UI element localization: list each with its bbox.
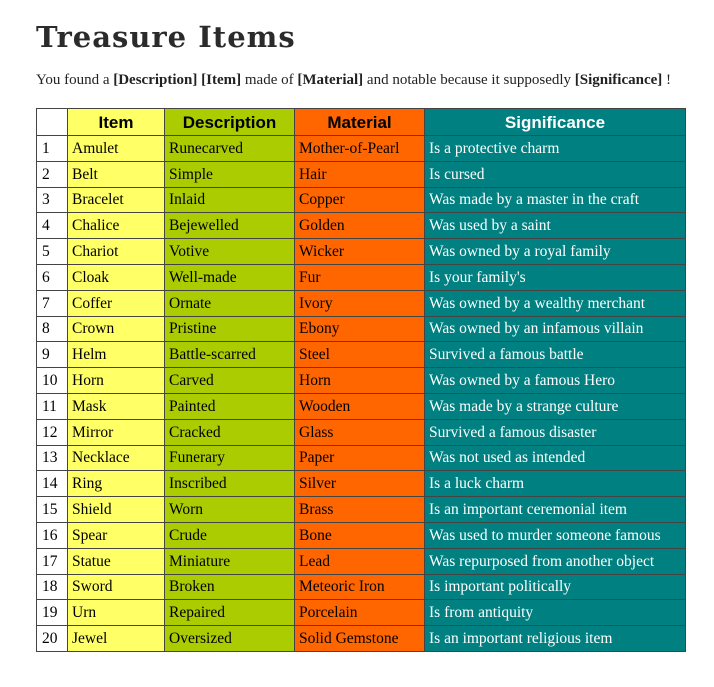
table-row xyxy=(37,342,686,368)
row-number: 4 xyxy=(37,213,68,239)
description-cell: Runecarved xyxy=(165,136,295,162)
description-cell: Broken xyxy=(165,574,295,600)
material-cell: Copper xyxy=(295,187,425,213)
significance-cell: Is from antiquity xyxy=(425,600,686,626)
item-cell: Sword xyxy=(68,574,165,600)
description-cell: Worn xyxy=(165,497,295,523)
item-cell: Amulet xyxy=(68,136,165,162)
row-number: 5 xyxy=(37,239,68,265)
table-row xyxy=(37,136,686,162)
description-cell: Painted xyxy=(165,393,295,419)
item-cell: Chariot xyxy=(68,239,165,265)
table-row xyxy=(37,161,686,187)
material-cell: Meteoric Iron xyxy=(295,574,425,600)
material-cell: Hair xyxy=(295,161,425,187)
material-cell: Paper xyxy=(295,445,425,471)
table-row xyxy=(37,290,686,316)
description-cell: Oversized xyxy=(165,626,295,652)
significance-cell: Is cursed xyxy=(425,161,686,187)
intro-part: made of xyxy=(241,72,298,88)
item-cell: Spear xyxy=(68,522,165,548)
description-cell: Inscribed xyxy=(165,471,295,497)
row-number: 6 xyxy=(37,264,68,290)
table-row xyxy=(37,239,686,265)
description-cell: Pristine xyxy=(165,316,295,342)
material-cell: Solid Gemstone xyxy=(295,626,425,652)
row-number: 17 xyxy=(37,548,68,574)
table-row xyxy=(37,187,686,213)
row-number: 8 xyxy=(37,316,68,342)
material-cell: Lead xyxy=(295,548,425,574)
item-cell: Ring xyxy=(68,471,165,497)
description-cell: Ornate xyxy=(165,290,295,316)
significance-cell: Is important politically xyxy=(425,574,686,600)
significance-cell: Is your family's xyxy=(425,264,686,290)
table-row xyxy=(37,471,686,497)
description-cell: Bejewelled xyxy=(165,213,295,239)
description-cell: Well-made xyxy=(165,264,295,290)
material-cell: Ebony xyxy=(295,316,425,342)
row-number: 11 xyxy=(37,393,68,419)
intro-item-token: [Item] xyxy=(201,72,242,88)
significance-cell: Was made by a master in the craft xyxy=(425,187,686,213)
item-cell: Helm xyxy=(68,342,165,368)
table-row xyxy=(37,445,686,471)
significance-cell: Was owned by an infamous villain xyxy=(425,316,686,342)
row-number: 14 xyxy=(37,471,68,497)
item-cell: Horn xyxy=(68,368,165,394)
item-cell: Crown xyxy=(68,316,165,342)
row-number: 1 xyxy=(37,136,68,162)
table-row xyxy=(37,522,686,548)
table-row xyxy=(37,497,686,523)
intro-part: ! xyxy=(662,72,672,88)
significance-cell: Was used to murder someone famous xyxy=(425,522,686,548)
description-cell: Inlaid xyxy=(165,187,295,213)
intro-part: and notable because it supposedly xyxy=(363,72,575,88)
item-cell: Coffer xyxy=(68,290,165,316)
item-cell: Bracelet xyxy=(68,187,165,213)
intro-material-token: [Material] xyxy=(297,72,364,88)
row-number: 16 xyxy=(37,522,68,548)
row-number: 18 xyxy=(37,574,68,600)
material-cell: Ivory xyxy=(295,290,425,316)
table-row xyxy=(37,264,686,290)
intro-description-token: [Description] xyxy=(113,72,198,88)
table-header-row xyxy=(37,109,686,136)
material-cell: Mother-of-Pearl xyxy=(295,136,425,162)
header-number xyxy=(37,109,68,136)
significance-cell: Was owned by a wealthy merchant xyxy=(425,290,686,316)
row-number: 12 xyxy=(37,419,68,445)
significance-cell: Survived a famous disaster xyxy=(425,419,686,445)
significance-cell: Is an important religious item xyxy=(425,626,686,652)
material-cell: Brass xyxy=(295,497,425,523)
item-cell: Chalice xyxy=(68,213,165,239)
table-row xyxy=(37,600,686,626)
description-cell: Simple xyxy=(165,161,295,187)
row-number: 13 xyxy=(37,445,68,471)
material-cell: Bone xyxy=(295,522,425,548)
significance-cell: Was owned by a royal family xyxy=(425,239,686,265)
significance-cell: Was owned by a famous Hero xyxy=(425,368,686,394)
table-row xyxy=(37,368,686,394)
item-cell: Cloak xyxy=(68,264,165,290)
material-cell: Glass xyxy=(295,419,425,445)
material-cell: Steel xyxy=(295,342,425,368)
table-row xyxy=(37,548,686,574)
material-cell: Horn xyxy=(295,368,425,394)
item-cell: Shield xyxy=(68,497,165,523)
page-title: Treasure Items xyxy=(36,20,296,54)
description-cell: Repaired xyxy=(165,600,295,626)
row-number: 20 xyxy=(37,626,68,652)
header-description: Description xyxy=(165,109,295,136)
significance-cell: Is an important ceremonial item xyxy=(425,497,686,523)
table-row xyxy=(37,574,686,600)
intro-text xyxy=(36,72,671,89)
description-cell: Cracked xyxy=(165,419,295,445)
material-cell: Fur xyxy=(295,264,425,290)
row-number: 10 xyxy=(37,368,68,394)
description-cell: Carved xyxy=(165,368,295,394)
material-cell: Porcelain xyxy=(295,600,425,626)
significance-cell: Was repurposed from another object xyxy=(425,548,686,574)
header-material: Material xyxy=(295,109,425,136)
row-number: 2 xyxy=(37,161,68,187)
item-cell: Belt xyxy=(68,161,165,187)
row-number: 15 xyxy=(37,497,68,523)
item-cell: Mirror xyxy=(68,419,165,445)
material-cell: Wicker xyxy=(295,239,425,265)
description-cell: Crude xyxy=(165,522,295,548)
row-number: 3 xyxy=(37,187,68,213)
intro-part: You found a xyxy=(36,72,114,88)
description-cell: Miniature xyxy=(165,548,295,574)
description-cell: Battle-scarred xyxy=(165,342,295,368)
material-cell: Golden xyxy=(295,213,425,239)
intro-significance-token: [Significance] xyxy=(574,72,663,88)
significance-cell: Is a luck charm xyxy=(425,471,686,497)
significance-cell: Was not used as intended xyxy=(425,445,686,471)
description-cell: Funerary xyxy=(165,445,295,471)
significance-cell: Survived a famous battle xyxy=(425,342,686,368)
header-significance: Significance xyxy=(425,109,686,136)
item-cell: Jewel xyxy=(68,626,165,652)
significance-cell: Was made by a strange culture xyxy=(425,393,686,419)
table-row xyxy=(37,213,686,239)
table-row xyxy=(37,419,686,445)
significance-cell: Was used by a saint xyxy=(425,213,686,239)
table-row xyxy=(37,316,686,342)
row-number: 7 xyxy=(37,290,68,316)
header-item: Item xyxy=(68,109,165,136)
material-cell: Wooden xyxy=(295,393,425,419)
row-number: 9 xyxy=(37,342,68,368)
material-cell: Silver xyxy=(295,471,425,497)
treasure-table xyxy=(36,108,686,652)
significance-cell: Is a protective charm xyxy=(425,136,686,162)
item-cell: Statue xyxy=(68,548,165,574)
item-cell: Urn xyxy=(68,600,165,626)
table-row xyxy=(37,626,686,652)
description-cell: Votive xyxy=(165,239,295,265)
item-cell: Mask xyxy=(68,393,165,419)
row-number: 19 xyxy=(37,600,68,626)
item-cell: Necklace xyxy=(68,445,165,471)
table-row xyxy=(37,393,686,419)
